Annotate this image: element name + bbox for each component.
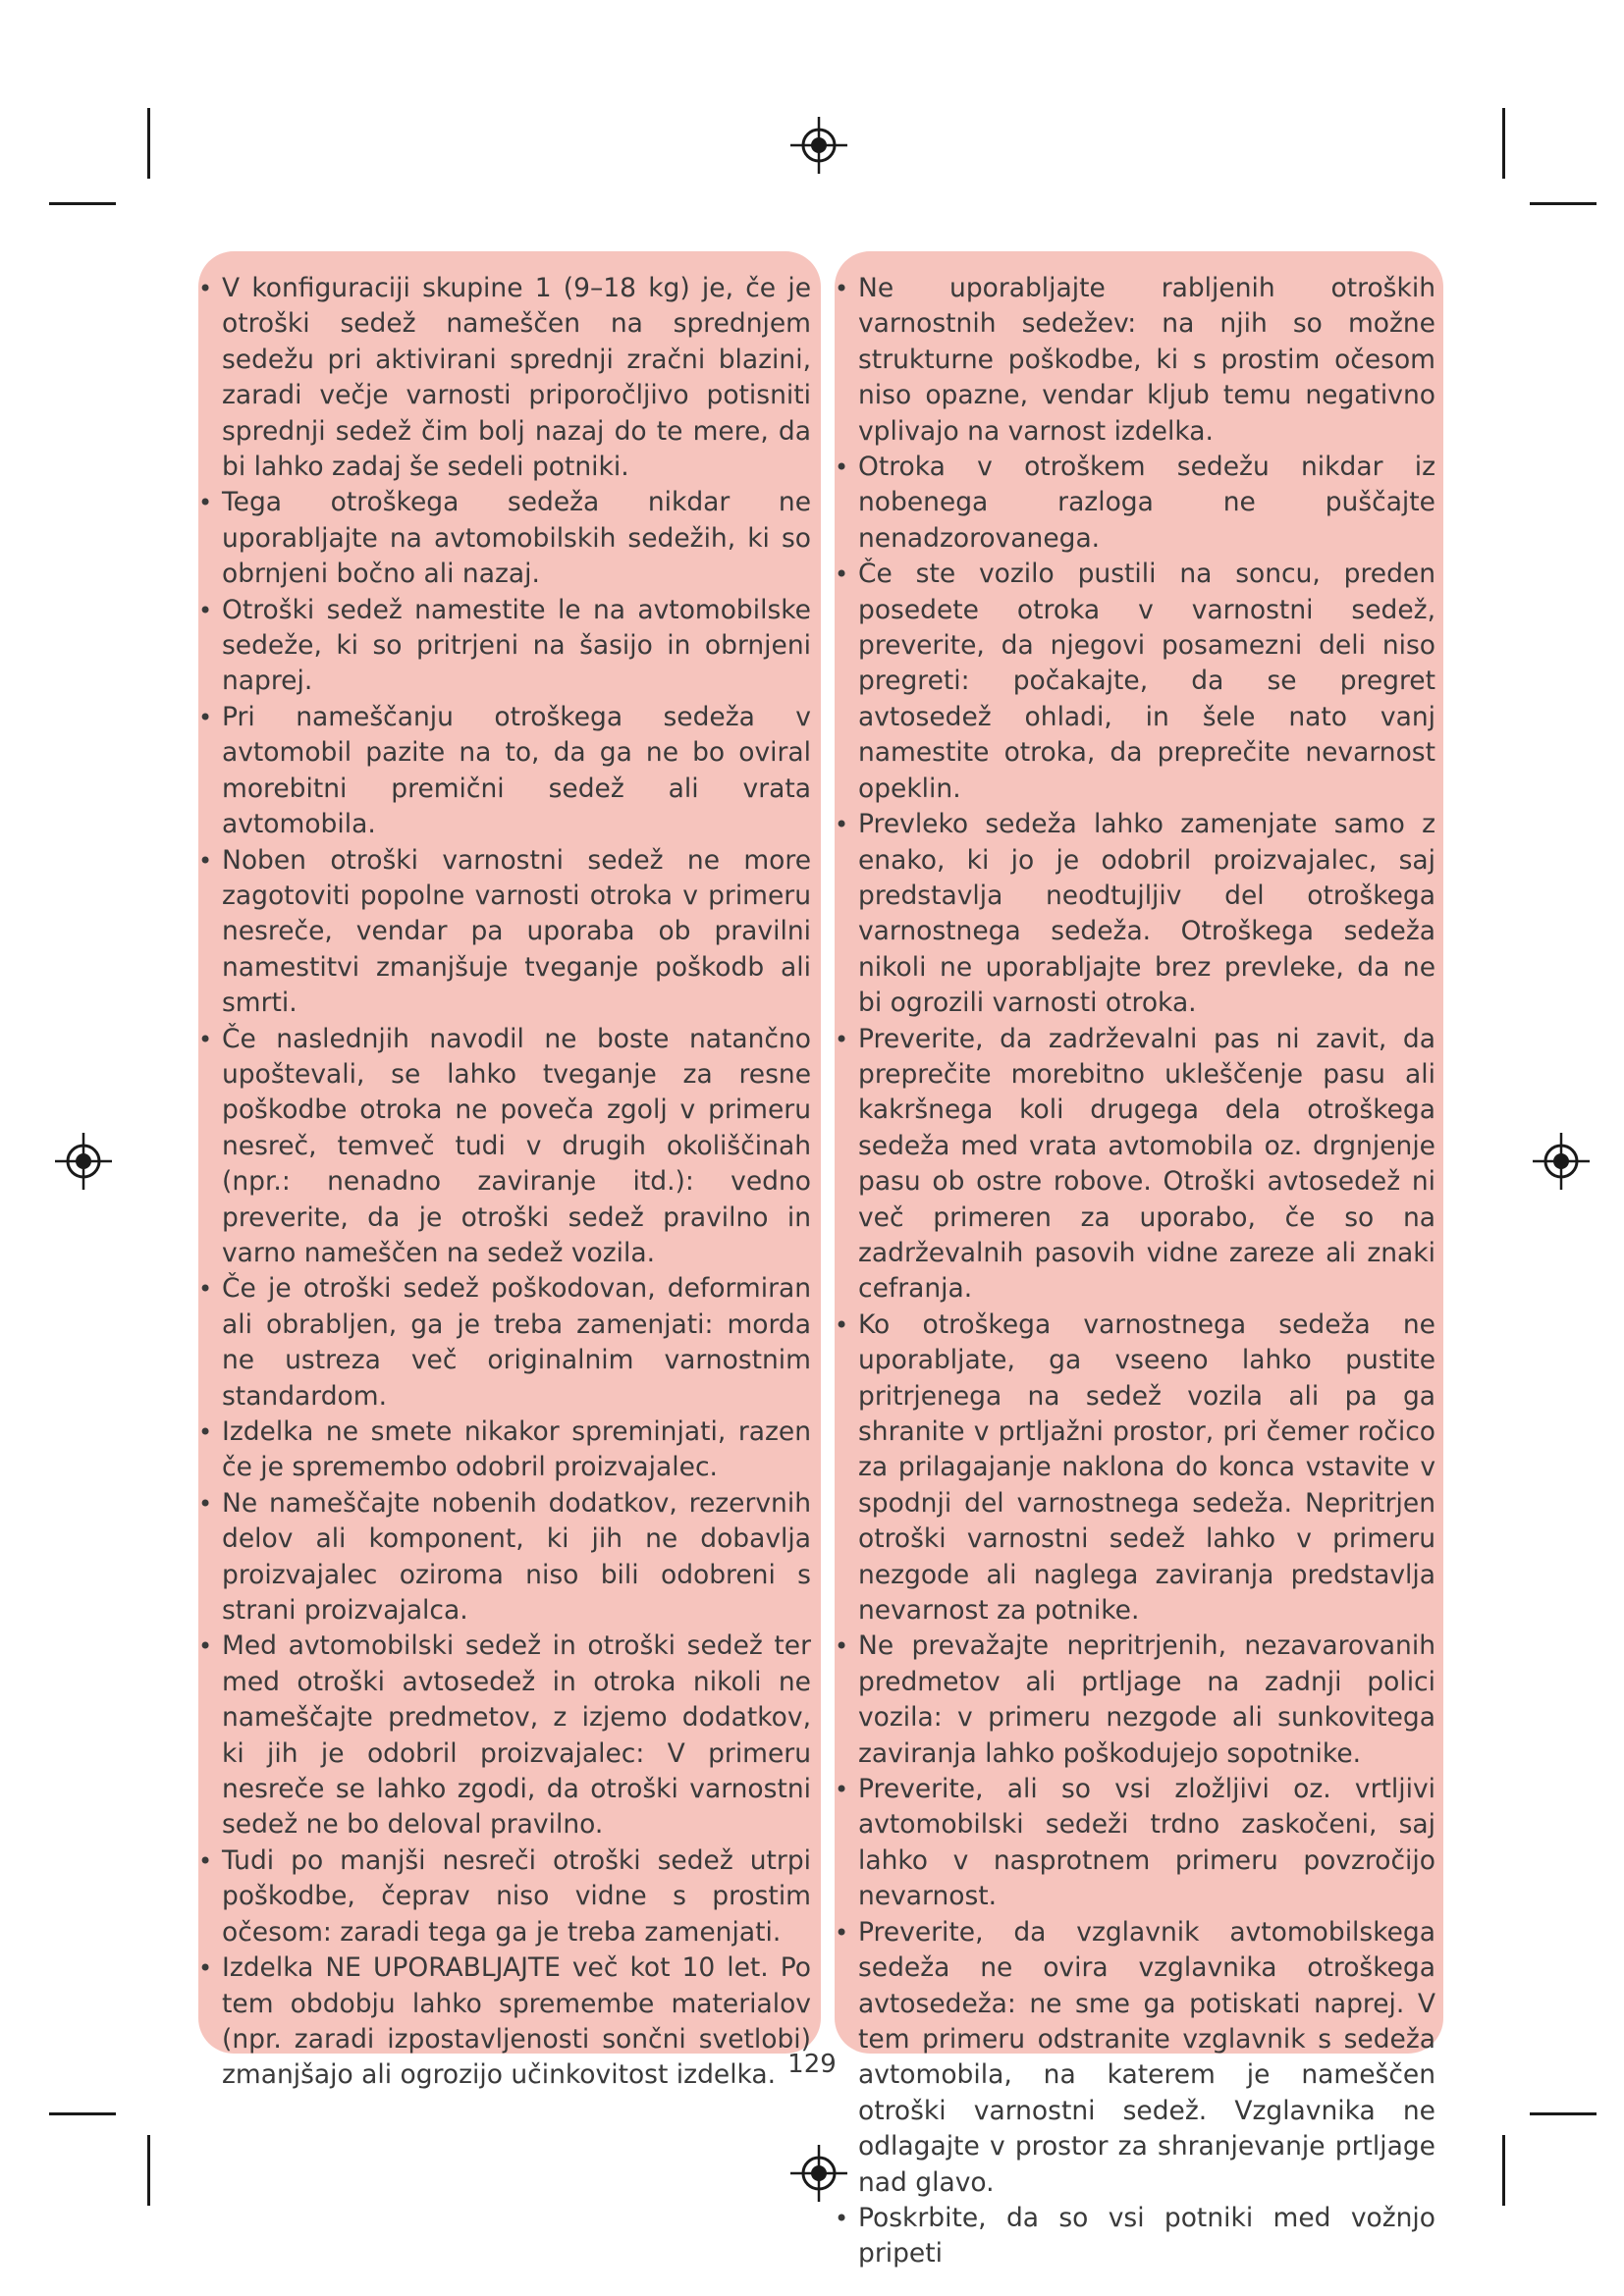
list-item: • Otroški sedež namestite le na avtomobilske sedeže, ki so pritrjeni na šasijo in obrnjeni naprej. <box>198 593 821 700</box>
list-item: • Če ste vozilo pustili na soncu, preden posedete otroka v varnostni sedež, preverite, da njegovi posamezni deli niso pregreti: počakajte, da se pregret avtosedež ohladi, in šele nato vanj namestite otroka, da preprečite nevarnost opeklin. <box>835 557 1443 807</box>
crop-mark <box>147 108 150 179</box>
crop-mark <box>1530 2112 1597 2115</box>
list-item: • Ne uporabljajte rabljenih otroških varnostnih sedežev: na njih so možne strukturne poškodbe, ki s prostim očesom niso opazne, vendar kljub temu negativno vplivajo na varnost izdelka. <box>835 271 1443 450</box>
list-item: • Noben otroški varnostni sedež ne more zagotoviti popolne varnosti otroka v primeru nesreče, vendar pa uporaba ob pravilni namestitvi zmanjšuje tveganje poškodb ali smrti. <box>198 843 821 1022</box>
list-item: • V konfiguraciji skupine 1 (9–18 kg) je, če je otroški sedež nameščen na sprednjem sedežu pri aktivirani sprednji zračni blazini, zaradi večje varnosti priporočljivo potisniti sprednji sedež čim bolj nazaj do te mere, da bi lahko zadaj še sedeli potniki. <box>198 271 821 485</box>
list-item: • Poskrbite, da so vsi potniki med vožnjo pripeti <box>835 2201 1443 2272</box>
registration-mark-icon <box>1533 1133 1590 1190</box>
list-item: • Prevleko sedeža lahko zamenjate samo z enako, ki jo je odobril proizvajalec, saj predstavlja neodtujljiv del otroškega varnostnega sedeža. Otroškega sedeža nikoli ne uporabljajte brez prevleke, da ne bi ogrozili varnosti otroka. <box>835 807 1443 1021</box>
crop-mark <box>49 202 116 205</box>
right-bullet-list <box>835 271 1443 2272</box>
list-item: • Ne prevažajte nepritrjenih, nezavarovanih predmetov ali prtljage na zadnji polici vozila: v primeru nezgode ali sunkovitega zaviranja lahko poškodujejo sopotnike. <box>835 1629 1443 1772</box>
left-bullet-list <box>198 271 821 2094</box>
list-item: • Tega otroškega sedeža nikdar ne uporabljajte na avtomobilskih sedežih, ki so obrnjeni bočno ali nazaj. <box>198 485 821 592</box>
list-item: • Pri nameščanju otroškega sedeža v avtomobil pazite na to, da ga ne bo oviral morebitni premični sedež ali vrata avtomobila. <box>198 700 821 843</box>
list-item: • Tudi po manjši nesreči otroški sedež utrpi poškodbe, čeprav niso vidne s prostim očesom: zaradi tega ga je treba zamenjati. <box>198 1843 821 1950</box>
list-item: • Ko otroškega varnostnega sedeža ne uporabljate, ga vseeno lahko pustite pritrjenega na sedež vozila ali pa ga shranite v prtljažni prostor, pri čemer ročico za prilagajanje naklona do konca vstavite v spodnji del varnostnega sedeža. Nepritrjen otroški varnostni sedež lahko v primeru nezgode ali naglega zaviranja predstavlja nevarnost za potnike. <box>835 1308 1443 1629</box>
list-item: • Otroka v otroškem sedežu nikdar iz nobenega razloga ne puščajte nenadzorovanega. <box>835 450 1443 557</box>
crop-mark <box>1502 2135 1505 2206</box>
crop-mark <box>49 2112 116 2115</box>
list-item: • Preverite, da vzglavnik avtomobilskega sedeža ne ovira vzglavnika otroškega avtosedeža: ne sme ga potiskati naprej. V tem primeru odstranite vzglavnik s sedeža avtomobila, na katerem je nameščen otroški varnostni sedež. Vzglavnika ne odlagajte v prostor za shranjevanje prtljage nad glavo. <box>835 1915 1443 2201</box>
list-item: • Med avtomobilski sedež in otroški sedež ter med otroški avtosedež in otroka nikoli ne nameščajte predmetov, z izjemo dodatkov, ki jih je odobril proizvajalec: V primeru nesreče se lahko zgodi, da otroški varnostni sedež ne bo deloval pravilno. <box>198 1629 821 1842</box>
list-item: • Preverite, da zadrževalni pas ni zavit, da preprečite morebitno ukleščenje pasu ali kakršnega koli drugega dela otroškega sedeža med vrata avtomobila oz. drgnjenje pasu ob ostre robove. Otroški avtosedež ni več primeren za uporabo, če so na zadrževalnih pasovih vidne zareze ali znaki cefranja. <box>835 1022 1443 1308</box>
list-item: • Če naslednjih navodil ne boste natančno upoštevali, se lahko tveganje za resne poškodbe otroka ne poveča zgolj v primeru nesreč, temveč tudi v drugih okoliščinah (npr.: nenadno zaviranje itd.): vedno preverite, da je otroški sedež pravilno in varno nameščen na sedež vozila. <box>198 1022 821 1272</box>
list-item: • Izdelka ne smete nikakor spreminjati, razen če je spremembo odobril proizvajalec. <box>198 1415 821 1486</box>
registration-mark-icon <box>790 117 847 174</box>
list-item: • Izdelka NE UPORABLJAJTE več kot 10 let. Po tem obdobju lahko spremembe materialov (npr. zaradi izpostavljenosti sončni svetlobi) zmanjšajo ali ogrozijo učinkovitost izdelka. <box>198 1950 821 2094</box>
list-item: • Če je otroški sedež poškodovan, deformiran ali obrabljen, ga je treba zamenjati: morda ne ustreza več originalnim varnostnim standardom. <box>198 1271 821 1415</box>
list-item: • Ne nameščajte nobenih dodatkov, rezervnih delov ali komponent, ki jih ne dobavlja proizvajalec oziroma niso bili odobreni s strani proizvajalca. <box>198 1486 821 1629</box>
crop-mark <box>147 2135 150 2206</box>
right-column-panel <box>835 251 1443 2269</box>
crop-mark <box>1530 202 1597 205</box>
crop-mark <box>1502 108 1505 179</box>
list-item: • Preverite, ali so vsi zložljivi oz. vrtljivi avtomobilski sedeži trdno zaskočeni, saj lahko v nasprotnem primeru povzročijo nevarnost. <box>835 1772 1443 1915</box>
page-number: 129 <box>787 2050 837 2079</box>
registration-mark-icon <box>55 1133 112 1190</box>
